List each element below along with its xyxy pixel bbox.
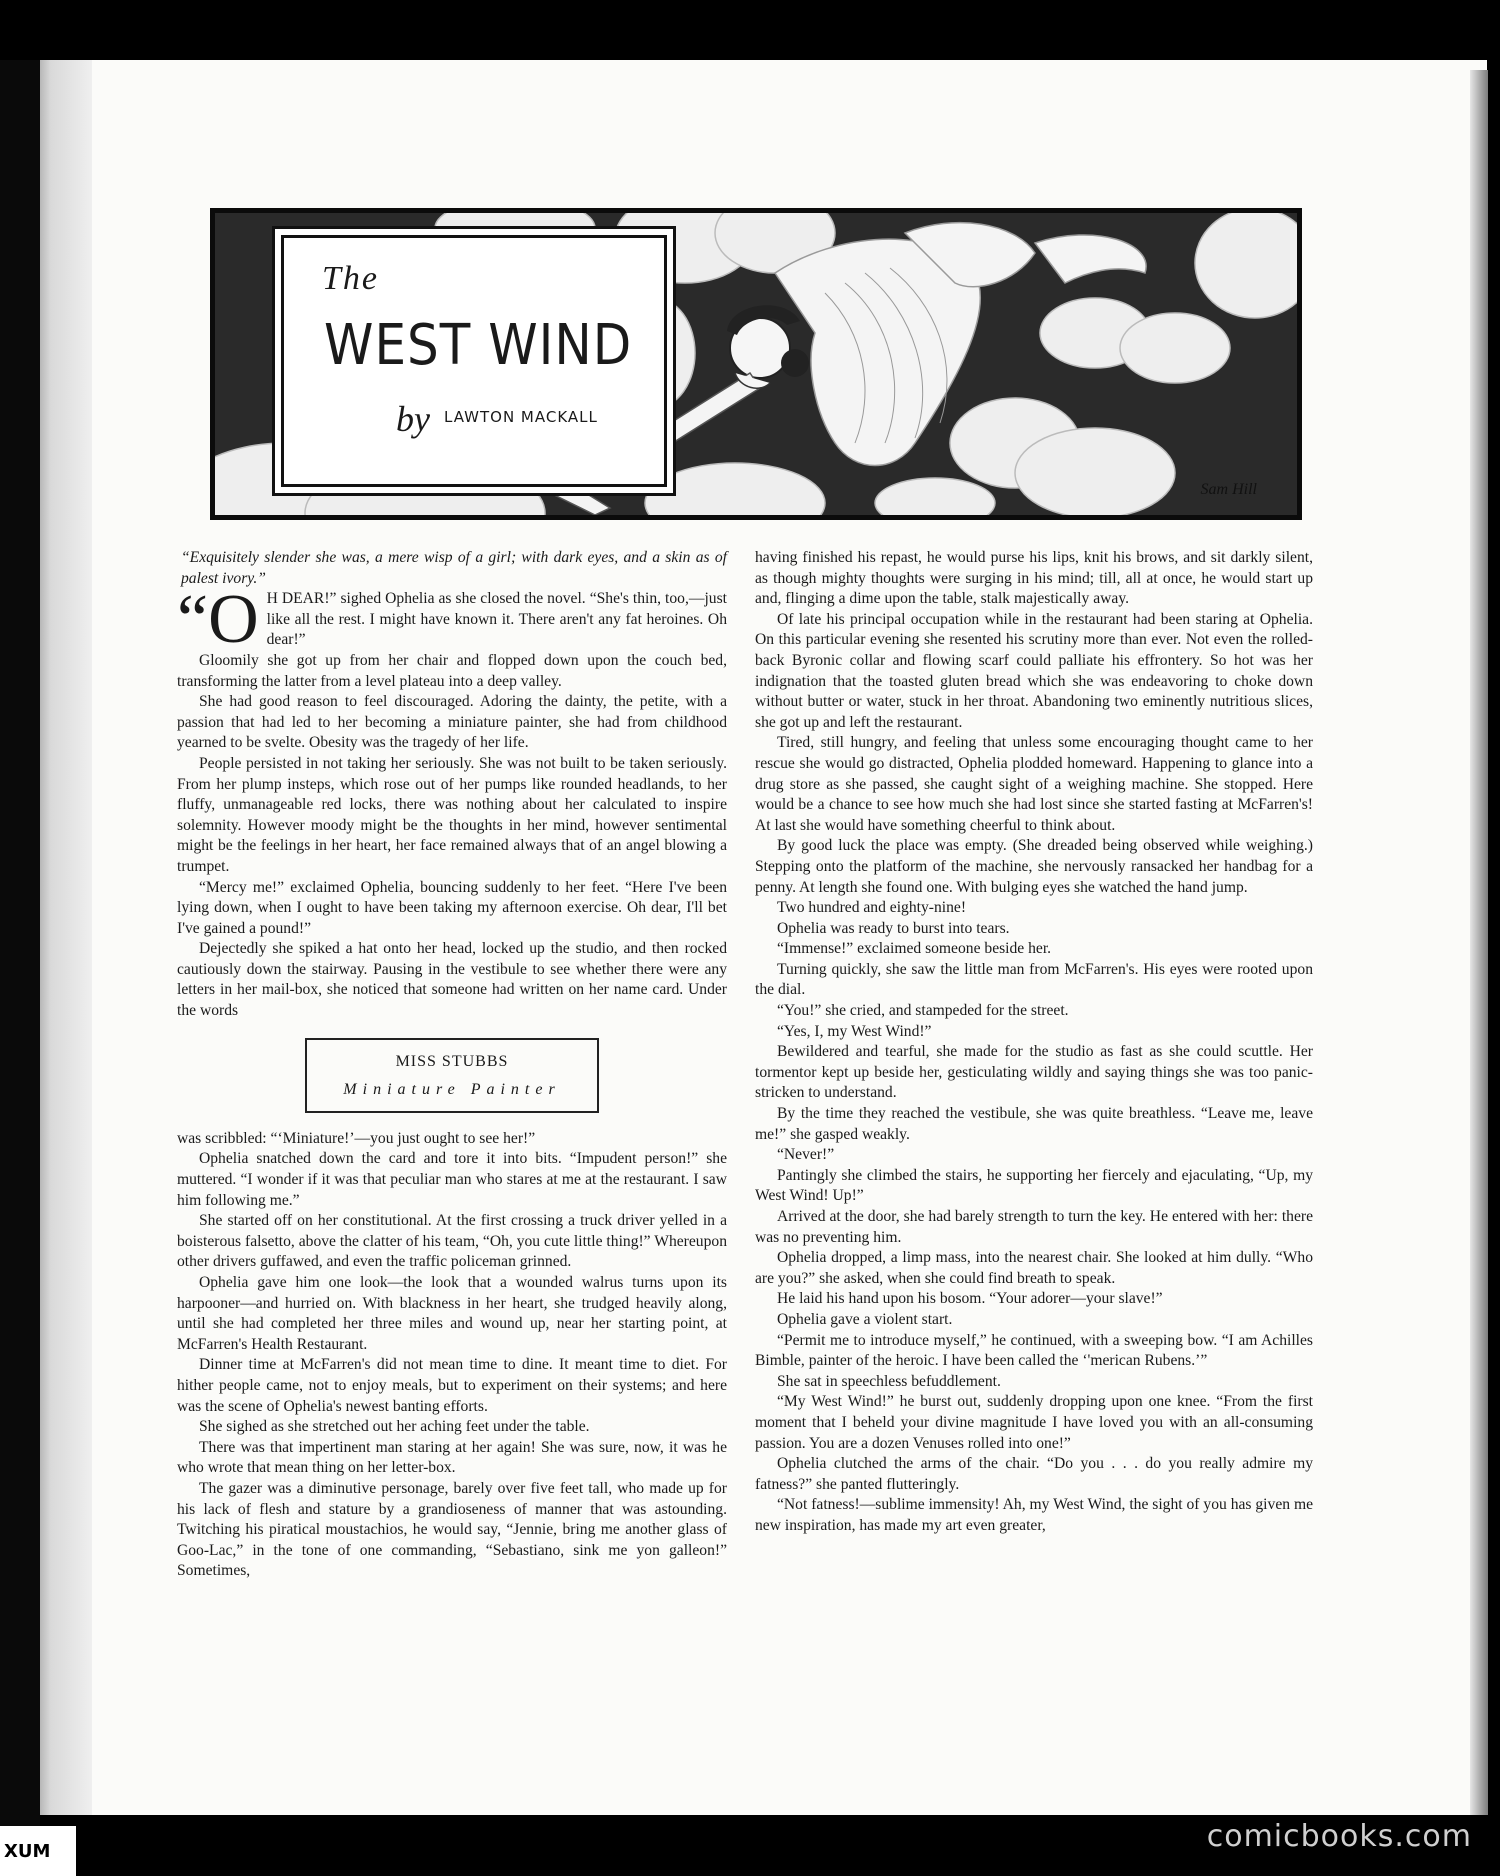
- paragraph: “Permit me to introduce myself,” he continued, with a sweeping bow. “I am Achilles Bimble, painter of the heroic. I have been called the ‘'merican Rubens.’”: [755, 1331, 1313, 1370]
- right-text-column: [755, 548, 1313, 1537]
- paragraph: “Not fatness!—sublime immensity! Ah, my West Wind, the sight of you has given me new inspiration, has made my art even greater,: [755, 1496, 1313, 1534]
- paragraph: Ophelia dropped, a limp mass, into the nearest chair. She looked at him dully. “Who are you?” she asked, when she could find breath to speak.: [755, 1249, 1313, 1287]
- card-name: MISS STUBBS: [395, 1052, 509, 1070]
- byline-by: by: [396, 399, 430, 439]
- paragraph: Turning quickly, she saw the little man from McFarren's. His eyes were rooted upon the dial.: [755, 960, 1313, 999]
- corner-tag: XUM: [0, 1826, 76, 1876]
- paragraph: Dinner time at McFarren's did not mean time to dine. It meant time to diet. For hither people came, not to enjoy meals, but to experiment on their systems; and here was the scene of Ophelia's newest banting efforts.: [177, 1356, 727, 1415]
- paragraph: “Immense!” exclaimed someone beside her.: [777, 940, 1052, 958]
- card-subtitle: Miniature Painter: [343, 1081, 561, 1099]
- paragraph: Arrived at the door, she had barely strength to turn the key. He entered with her: there was no preventing him.: [755, 1208, 1313, 1246]
- paragraph: He laid his hand upon his bosom. “Your adorer—your slave!”: [777, 1290, 1163, 1308]
- paragraph: “My West Wind!” he burst out, suddenly dropping upon one knee. “From the first moment that I beheld your divine magnitude I have loved you with an all-consuming passion. You are a dozen Venuses rolled into one!”: [755, 1393, 1313, 1452]
- paragraph: People persisted in not taking her seriously. She was not built to be taken seriously. From her plump insteps, which rose out of her pumps like rounded headlands, to her fluffy, unmanageable red locks, there was nothing about her calculated to inspire solemnity. However moody might be the thoughts in her mind, however sentimental might be the feelings in her heart, her face remained always that of an angel blowing a trumpet.: [177, 754, 727, 875]
- article-title: WEST WIND: [324, 312, 633, 378]
- paragraph: Ophelia snatched down the card and tore it into bits. “Impudent person!” she muttered. “I wonder if it was that peculiar man who stares at me at the restaurant. I saw him following me.”: [177, 1150, 727, 1209]
- paragraph: “Never!”: [777, 1146, 835, 1164]
- epigraph: “Exquisitely slender she was, a mere wisp of a girl; with dark eyes, and a skin as of palest ivory.”: [181, 549, 727, 587]
- paragraph: By good luck the place was empty. (She dreaded being observed while weighing.) Stepping onto the platform of the machine, she nervously ransacked her handbag for a penny. At length she found one. With bulging eyes she watched the hand jump.: [755, 837, 1313, 896]
- paragraph: Ophelia gave a violent start.: [777, 1310, 953, 1328]
- paragraph: Ophelia was ready to burst into tears.: [777, 919, 1010, 937]
- paragraph: She sighed as she stretched out her aching feet under the table.: [199, 1418, 590, 1436]
- paragraph: having finished his repast, he would purse his lips, knit his brows, and sit darkly silent, as though mighty thoughts were surging in his mind; till, all at once, he would start up and, flinging a dime upon the table, stalk majestically away.: [755, 549, 1313, 608]
- paragraph: She started off on her constitutional. At the first crossing a truck driver yelled in a boisterous falsetto, above the clatter of his team, “Oh, you cute little thing!” Whereupon other drivers guffawed, and even the traffic policeman grinned.: [177, 1212, 727, 1271]
- paragraph: Two hundred and eighty-nine!: [777, 899, 967, 917]
- watermark: comicbooks.com: [1206, 1819, 1472, 1854]
- title-panel: [281, 235, 667, 487]
- name-card: [305, 1038, 599, 1113]
- right-page-edge: [1470, 70, 1488, 1815]
- book-spine-shadow: [0, 60, 40, 1876]
- paragraph: She had good reason to feel discouraged. Adoring the dainty, the petite, with a passion that had led to her becoming a miniature painter, she had from childhood yearned to be svelte. Obesity was the tragedy of her life.: [177, 693, 727, 752]
- paragraph: “Yes, I, my West Wind!”: [777, 1022, 932, 1040]
- paragraph: Ophelia clutched the arms of the chair. “Do you . . . do you really admire my fatness?” she panted flutteringly.: [755, 1455, 1313, 1493]
- left-text-column: [177, 548, 727, 1582]
- paragraph: Dejectedly she spiked a hat onto her head, locked up the studio, and then rocked cautiously down the stairway. Pausing in the vestibule to see whether there were any letters in her mail-box, she noticed that someone had written on her name card. Under the words: [177, 940, 727, 1020]
- artist-signature: Sam Hill: [1200, 481, 1257, 498]
- paragraph: Ophelia gave him one look—the look that a wounded walrus turns upon its harpooner—and hurried on. With blackness in her heart, she trudged heavily along, until she had completed her three miles and wound up, near her starting point, at McFarren's Health Restaurant.: [177, 1274, 727, 1353]
- author-name: LAWTON MACKALL: [444, 408, 598, 426]
- paragraph: Pantingly she climbed the stairs, he supporting her fiercely and ejaculating, “Up, my West Wind! Up!”: [755, 1166, 1313, 1205]
- drop-cap: “O: [177, 581, 259, 659]
- paragraph: There was that impertinent man staring at her again! She was sure, now, it was he who wrote that mean thing on her letter-box.: [177, 1438, 727, 1477]
- paragraph: Gloomily she got up from her chair and flopped down upon the couch bed, transforming the latter from a level plateau into a deep valley.: [177, 651, 727, 690]
- opening-text: H DEAR!” sighed Ophelia as she closed the novel. “She's thin, too,—just like all the rest. I might have known it. There aren't any fat heroines. Oh dear!”: [266, 590, 727, 649]
- header-illustration: [210, 208, 1302, 520]
- paragraph: Of late his principal occupation while in the restaurant had been staring at Ophelia. On this particular evening she resented his scrutiny more than ever. Not even the rolled-back Byronic collar and flowing scarf could palliate his effrontery. So hot was her indignation that the toasted gluten bread which she was endeavoring to choke down without butter or water, stuck in her throat. Abandoning two eminently nutritious slices, she got up and left the restaurant.: [755, 610, 1313, 731]
- paragraph: Tired, still hungry, and feeling that unless some encouraging thought came to her rescue she would go distracted, Ophelia plodded homeward. Happening to glance into a drug store as she passed, she caught sight of a weighing machine. She stopped. Here would be a chance to see how much she had lost since she started fasting at McFarren's! At last she would have something cheerful to think about.: [755, 734, 1313, 834]
- paragraph: She sat in speechless befuddlement.: [777, 1372, 1001, 1390]
- paragraph: “You!” she cried, and stampeded for the street.: [777, 1002, 1069, 1020]
- paragraph: “Mercy me!” exclaimed Ophelia, bouncing suddenly to her feet. “Here I've been lying down, when I ought to have been taking my afternoon exercise. Oh dear, I'll bet I've gained a pound!”: [177, 878, 727, 937]
- paragraph: Bewildered and tearful, she made for the studio as fast as she could scuttle. Her tormentor kept up beside her, gesticulating wildly and saying things she was too panic-stricken to understand.: [755, 1043, 1313, 1102]
- paragraph: The gazer was a diminutive personage, barely over five feet tall, who made up for his lack of flesh and stature by a grandioseness of manner that was astounding. Twitching his piratical moustachios, he would say, “Jennie, bring me another glass of Goo-Lac,” in the tone of one commanding, “Sebastiano, sink me yon galleon!” Sometimes,: [177, 1479, 727, 1580]
- title-the: The: [322, 260, 379, 297]
- paragraph: was scribbled: “‘Miniature!’—you just ought to see her!”: [177, 1129, 536, 1147]
- opening-paragraph: [177, 581, 727, 659]
- paragraph: By the time they reached the vestibule, she was quite breathless. “Leave me, leave me!” she gasped weakly.: [755, 1105, 1313, 1143]
